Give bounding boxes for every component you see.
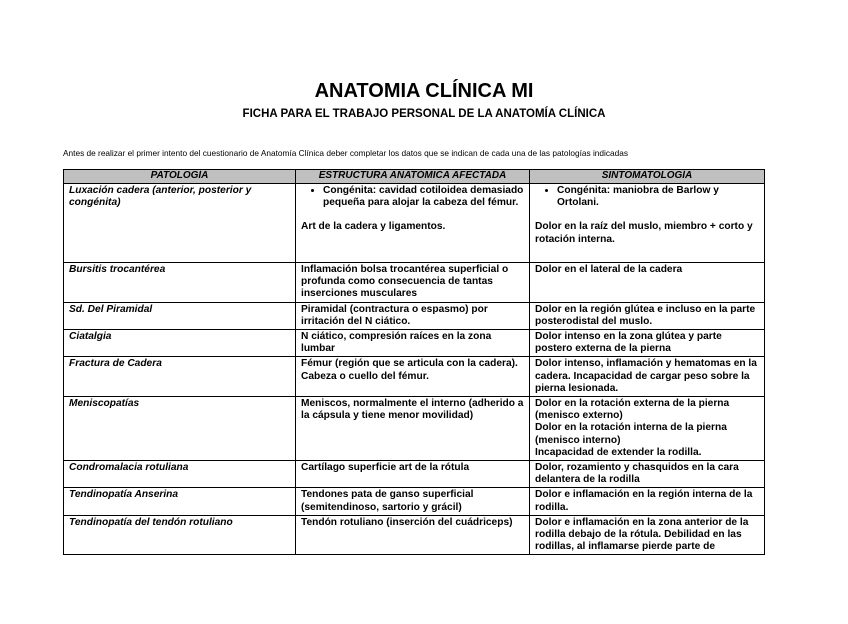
cell-estructura: Fémur (región que se articula con la cadera). Cabeza o cuello del fémur.: [296, 357, 530, 397]
cell-sintomatologia: [530, 397, 765, 461]
cell-patologia: Tendinopatía Anserina: [64, 488, 296, 515]
cell-estructura: N ciático, compresión raíces en la zona lumbar: [296, 330, 530, 357]
bullet-text: Congénita: cavidad cotiloidea demasiado: [323, 185, 524, 196]
bullet-text: pequeña para alojar la cabeza del fémur.: [323, 197, 519, 209]
cell-sintomatologia: Dolor e inflamación en la región interna de la rodilla.: [530, 488, 765, 515]
bullet-list: [301, 185, 524, 209]
table-header-row: [64, 170, 765, 184]
list-item: [323, 185, 524, 209]
cell-estructura: Tendones pata de ganso superficial (semitendinoso, sartorio y grácil): [296, 488, 530, 515]
cell-line: Dolor en la rotación externa de la pierna (menisco externo): [535, 398, 730, 422]
table-row: [64, 184, 765, 263]
cell-line: Dolor en la rotación interna de la pierna (menisco interno): [535, 422, 727, 446]
cell-estructura: [296, 184, 530, 263]
cell-estructura: Piramidal (contractura o espasmo) por irritación del N ciático.: [296, 302, 530, 329]
cell-patologia: Tendinopatía del tendón rotuliano: [64, 515, 296, 555]
table-row: [64, 263, 765, 303]
column-header-patologia: PATOLOGÍA: [64, 170, 296, 184]
cell-patologia: Bursitis trocantérea: [64, 263, 296, 303]
document-subtitle: FICHA PARA EL TRABAJO PERSONAL DE LA ANATOMÍA CLÍNICA: [242, 108, 606, 120]
list-item: • Congénita: maniobra de Barlow y Ortolani.: [557, 185, 759, 209]
cell-patologia: Sd. Del Piramidal: [64, 302, 296, 329]
table-row: [64, 397, 765, 461]
pathology-table: [63, 169, 765, 555]
cell-estructura: Tendón rotuliano (inserción del cuádriceps): [296, 515, 530, 555]
cell-patologia: Meniscopatías: [64, 397, 296, 461]
cell-sintomatologia: Dolor, rozamiento y chasquidos en la cara delantera de la rodilla: [530, 461, 765, 488]
table-row: [64, 461, 765, 488]
intro-text: Antes de realizar el primer intento del cuestionario de Anatomía Clínica deber completar los datos que se indican de cada una de las patologías indicadas: [63, 148, 628, 158]
table-row: [64, 488, 765, 515]
cell-extra-text: Art de la cadera y ligamentos.: [301, 221, 446, 233]
table-row: [64, 330, 765, 357]
cell-sintomatologia: [530, 184, 765, 263]
cell-sintomatologia: Dolor intenso, inflamación y hematomas en la cadera. Incapacidad de cargar peso sobre la pierna lesionada.: [530, 357, 765, 397]
table-row: [64, 515, 765, 555]
cell-patologia: Ciatalgia: [64, 330, 296, 357]
cell-sintomatologia: Dolor intenso en la zona glútea y parte postero externa de la pierna: [530, 330, 765, 357]
table-row: [64, 302, 765, 329]
cell-line: Incapacidad de extender la rodilla.: [535, 446, 702, 458]
table-row: [64, 357, 765, 397]
cell-sintomatologia: Dolor en la región glútea e incluso en la parte posterodistal del muslo.: [530, 302, 765, 329]
cell-patologia: Condromalacia rotuliana: [64, 461, 296, 488]
column-header-estructura: ESTRUCTURA ANATÓMICA AFECTADA: [296, 170, 530, 184]
column-header-sintomatologia: SINTOMATOLOGÍA: [530, 170, 765, 184]
cell-sintomatologia: Dolor en el lateral de la cadera: [530, 263, 765, 303]
cell-sintomatologia: Dolor e inflamación en la zona anterior de la rodilla debajo de la rótula. Debilidad en las rodillas, al inflamarse pierde parte de: [530, 515, 765, 555]
cell-extra-text: Dolor en la raíz del muslo, miembro + corto y rotación interna.: [535, 221, 753, 245]
cell-estructura: Cartílago superficie art de la rótula: [296, 461, 530, 488]
bullet-list: [535, 185, 759, 209]
cell-estructura: Meniscos, normalmente el interno (adherido a la cápsula y tiene menor movilidad): [296, 397, 530, 461]
document-title: ANATOMIA CLÍNICA MI: [314, 80, 534, 102]
cell-patologia: Fractura de Cadera: [64, 357, 296, 397]
cell-patologia: Luxación cadera (anterior, posterior y congénita): [64, 184, 296, 263]
cell-estructura: Inflamación bolsa trocantérea superficial o profunda como consecuencia de tantas inserciones musculares: [296, 263, 530, 303]
